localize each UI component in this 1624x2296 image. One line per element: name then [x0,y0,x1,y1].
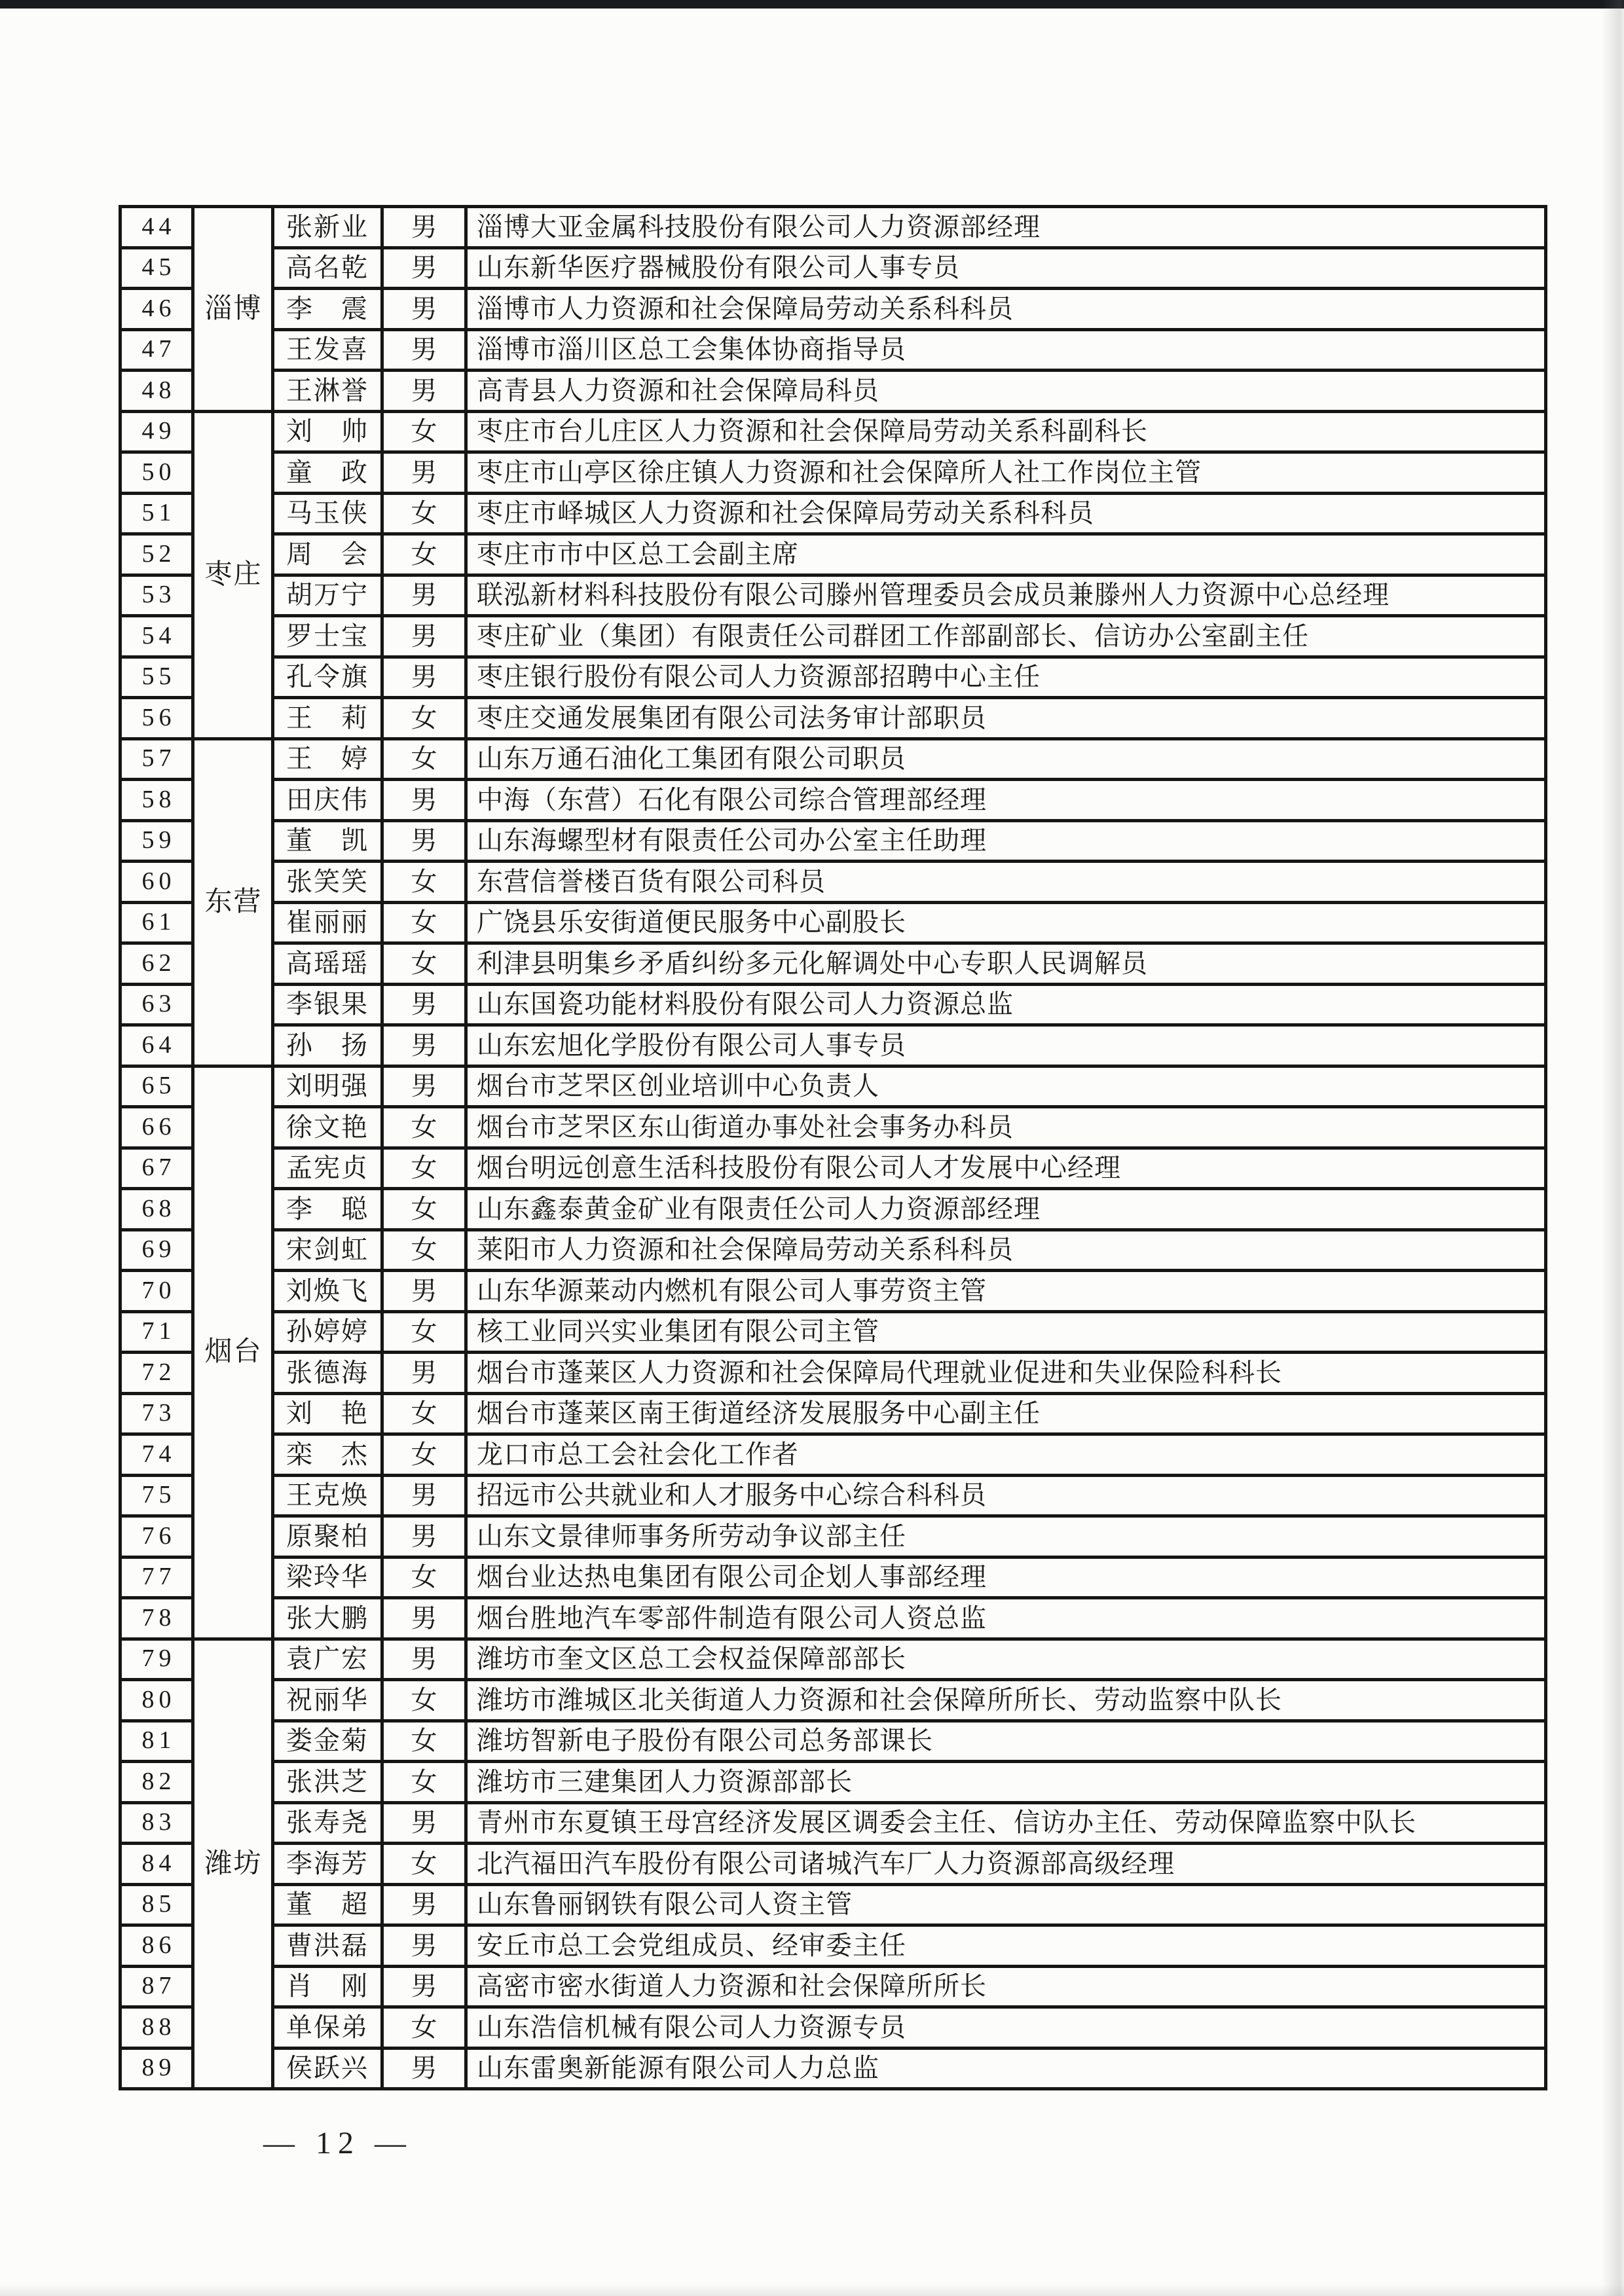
roster-table-body [120,207,1546,2089]
city-group-label: 潍坊 [193,1639,273,2089]
row-number: 70 [120,1271,193,1312]
person-name: 梁玲华 [273,1557,382,1598]
person-gender: 男 [382,575,466,616]
city-group-label: 枣庄 [193,411,273,738]
row-number: 49 [120,411,193,452]
person-organization-title: 山东文景律师事务所劳动争议部主任 [466,1516,1546,1558]
person-organization-title: 北汽福田汽车股份有限公司诸城汽车厂人力资源部高级经理 [466,1844,1546,1885]
person-organization-title: 山东鲁丽钢铁有限公司人资主管 [466,1884,1546,1925]
table-row [120,1189,1546,1230]
table-row [120,575,1546,616]
table-row [120,1925,1546,1967]
person-gender: 女 [382,1148,466,1189]
row-number: 53 [120,575,193,616]
person-gender: 男 [382,452,466,494]
table-row [120,411,1546,452]
row-number: 87 [120,1966,193,2007]
person-gender: 女 [382,493,466,534]
person-gender: 女 [382,1107,466,1148]
row-number: 63 [120,984,193,1025]
row-number: 74 [120,1434,193,1476]
person-gender: 女 [382,534,466,575]
table-row [120,493,1546,534]
person-organization-title: 山东华源莱动内燃机有限公司人事劳资主管 [466,1271,1546,1312]
person-organization-title: 高青县人力资源和社会保障局科员 [466,371,1546,412]
table-row [120,738,1546,780]
table-row [120,1393,1546,1434]
person-gender: 女 [382,1393,466,1434]
table-row [120,371,1546,412]
person-organization-title: 烟台市蓬莱区人力资源和社会保障局代理就业促进和失业保险科科长 [466,1353,1546,1394]
row-number: 84 [120,1844,193,1885]
table-row [120,1762,1546,1803]
table-row [120,1066,1546,1107]
table-row [120,1844,1546,1885]
person-name: 张德海 [273,1353,382,1394]
person-gender: 女 [382,1230,466,1271]
person-organization-title: 山东国瓷功能材料股份有限公司人力资源总监 [466,984,1546,1025]
table-row [120,1107,1546,1148]
person-organization-title: 枣庄市台儿庄区人力资源和社会保障局劳动关系科副科长 [466,411,1546,452]
row-number: 66 [120,1107,193,1148]
person-organization-title: 枣庄市峄城区人力资源和社会保障局劳动关系科科员 [466,493,1546,534]
person-name: 田庆伟 [273,780,382,821]
table-row [120,1516,1546,1558]
person-organization-title: 淄博市人力资源和社会保障局劳动关系科科员 [466,289,1546,330]
table-row [120,698,1546,739]
person-gender: 男 [382,1066,466,1107]
row-number: 56 [120,698,193,739]
person-organization-title: 山东宏旭化学股份有限公司人事专员 [466,1025,1546,1066]
person-gender: 女 [382,1762,466,1803]
person-name: 李海芳 [273,1844,382,1885]
row-number: 59 [120,820,193,862]
person-organization-title: 烟台市芝罘区创业培训中心负责人 [466,1066,1546,1107]
row-number: 81 [120,1721,193,1762]
person-organization-title: 烟台市芝罘区东山街道办事处社会事务办科员 [466,1107,1546,1148]
person-gender: 女 [382,1189,466,1230]
table-row [120,1475,1546,1516]
person-name: 高名乾 [273,247,382,289]
person-name: 刘 艳 [273,1393,382,1434]
page-edge-shadow-artifact [1602,0,1624,2296]
table-row [120,1721,1546,1762]
person-gender: 男 [382,2048,466,2089]
row-number: 80 [120,1680,193,1721]
person-organization-title: 莱阳市人力资源和社会保障局劳动关系科科员 [466,1230,1546,1271]
person-name: 李银果 [273,984,382,1025]
person-name: 孙 扬 [273,1025,382,1066]
person-organization-title: 东营信誉楼百货有限公司科员 [466,862,1546,903]
person-organization-title: 枣庄交通发展集团有限公司法务审计部职员 [466,698,1546,739]
person-gender: 男 [382,657,466,698]
table-row [120,452,1546,494]
person-name: 王淋誉 [273,371,382,412]
person-gender: 男 [382,1025,466,1066]
row-number: 46 [120,289,193,330]
person-organization-title: 中海（东营）石化有限公司综合管理部经理 [466,780,1546,821]
table-row [120,1434,1546,1476]
person-organization-title: 潍坊市潍城区北关街道人力资源和社会保障所所长、劳动监察中队长 [466,1680,1546,1721]
person-organization-title: 枣庄市市中区总工会副主席 [466,534,1546,575]
person-name: 徐文艳 [273,1107,382,1148]
row-number: 64 [120,1025,193,1066]
person-gender: 男 [382,820,466,862]
person-gender: 男 [382,984,466,1025]
row-number: 55 [120,657,193,698]
row-number: 79 [120,1639,193,1680]
person-name: 曹洪磊 [273,1925,382,1967]
person-gender: 男 [382,329,466,371]
row-number: 47 [120,329,193,371]
table-row [120,862,1546,903]
person-name: 罗士宝 [273,616,382,657]
person-name: 王克焕 [273,1475,382,1516]
person-gender: 男 [382,616,466,657]
person-gender: 男 [382,1271,466,1312]
person-organization-title: 山东浩信机械有限公司人力资源专员 [466,2007,1546,2049]
person-organization-title: 高密市密水街道人力资源和社会保障所所长 [466,1966,1546,2007]
person-name: 王 莉 [273,698,382,739]
person-name: 刘焕飞 [273,1271,382,1312]
row-number: 77 [120,1557,193,1598]
table-row [120,902,1546,943]
row-number: 71 [120,1311,193,1353]
person-organization-title: 山东万通石油化工集团有限公司职员 [466,738,1546,780]
row-number: 65 [120,1066,193,1107]
table-row [120,1311,1546,1353]
city-group-label: 淄博 [193,207,273,412]
person-organization-title: 联泓新材料科技股份有限公司滕州管理委员会成员兼滕州人力资源中心总经理 [466,575,1546,616]
row-number: 51 [120,493,193,534]
row-number: 78 [120,1598,193,1639]
person-gender: 女 [382,1557,466,1598]
person-name: 孙婷婷 [273,1311,382,1353]
row-number: 75 [120,1475,193,1516]
person-gender: 男 [382,1966,466,2007]
person-organization-title: 潍坊智新电子股份有限公司总务部课长 [466,1721,1546,1762]
person-organization-title: 山东雷奥新能源有限公司人力总监 [466,2048,1546,2089]
person-gender: 女 [382,698,466,739]
table-row [120,2007,1546,2049]
person-gender: 男 [382,207,466,248]
row-number: 54 [120,616,193,657]
row-number: 48 [120,371,193,412]
table-row [120,1025,1546,1066]
person-organization-title: 招远市公共就业和人才服务中心综合科科员 [466,1475,1546,1516]
row-number: 57 [120,738,193,780]
person-organization-title: 烟台明远创意生活科技股份有限公司人才发展中心经理 [466,1148,1546,1189]
row-number: 68 [120,1189,193,1230]
table-row [120,1966,1546,2007]
person-gender: 男 [382,1516,466,1558]
row-number: 44 [120,207,193,248]
person-organization-title: 核工业同兴实业集团有限公司主管 [466,1311,1546,1353]
person-gender: 男 [382,1639,466,1680]
page-bottom-shadow-artifact [0,2284,1624,2296]
table-row [120,1148,1546,1189]
person-name: 王 婷 [273,738,382,780]
person-gender: 男 [382,1802,466,1844]
table-row [120,289,1546,330]
person-name: 刘明强 [273,1066,382,1107]
table-row [120,820,1546,862]
person-name: 张寿尧 [273,1802,382,1844]
table-row [120,207,1546,248]
row-number: 72 [120,1353,193,1394]
person-gender: 女 [382,1721,466,1762]
person-organization-title: 枣庄银行股份有限公司人力资源部招聘中心主任 [466,657,1546,698]
person-name: 王发喜 [273,329,382,371]
row-number: 83 [120,1802,193,1844]
person-gender: 男 [382,371,466,412]
person-gender: 男 [382,1475,466,1516]
table-row [120,1557,1546,1598]
person-name: 宋剑虹 [273,1230,382,1271]
person-name: 张笑笑 [273,862,382,903]
person-name: 张新业 [273,207,382,248]
person-organization-title: 淄博市淄川区总工会集体协商指导员 [466,329,1546,371]
personnel-roster-table [119,205,1547,2090]
person-gender: 女 [382,411,466,452]
person-name: 董 凯 [273,820,382,862]
person-organization-title: 青州市东夏镇王母宫经济发展区调委会主任、信访办主任、劳动保障监察中队长 [466,1802,1546,1844]
city-group-label: 烟台 [193,1066,273,1639]
person-gender: 男 [382,1884,466,1925]
table-row [120,1271,1546,1312]
person-gender: 女 [382,2007,466,2049]
person-name: 张洪芝 [273,1762,382,1803]
person-name: 袁广宏 [273,1639,382,1680]
table-row [120,1884,1546,1925]
person-organization-title: 烟台市蓬莱区南王街道经济发展服务中心副主任 [466,1393,1546,1434]
person-gender: 女 [382,738,466,780]
person-organization-title: 潍坊市奎文区总工会权益保障部部长 [466,1639,1546,1680]
person-organization-title: 烟台胜地汽车零部件制造有限公司人资总监 [466,1598,1546,1639]
row-number: 60 [120,862,193,903]
person-gender: 女 [382,1680,466,1721]
table-row [120,943,1546,985]
person-name: 童 政 [273,452,382,494]
row-number: 45 [120,247,193,289]
row-number: 62 [120,943,193,985]
person-name: 祝丽华 [273,1680,382,1721]
table-row [120,984,1546,1025]
person-gender: 男 [382,1598,466,1639]
person-name: 胡万宁 [273,575,382,616]
person-organization-title: 广饶县乐安街道便民服务中心副股长 [466,902,1546,943]
person-gender: 男 [382,780,466,821]
person-name: 李 聪 [273,1189,382,1230]
person-organization-title: 安丘市总工会党组成员、经审委主任 [466,1925,1546,1967]
table-row [120,780,1546,821]
table-row [120,1680,1546,1721]
row-number: 86 [120,1925,193,1967]
table-row [120,534,1546,575]
person-organization-title: 山东海螺型材有限责任公司办公室主任助理 [466,820,1546,862]
row-number: 85 [120,1884,193,1925]
table-row [120,1639,1546,1680]
person-name: 肖 刚 [273,1966,382,2007]
person-name: 侯跃兴 [273,2048,382,2089]
person-gender: 男 [382,1925,466,1967]
person-gender: 女 [382,1844,466,1885]
table-row [120,1802,1546,1844]
person-name: 孟宪贞 [273,1148,382,1189]
row-number: 69 [120,1230,193,1271]
person-name: 孔令旗 [273,657,382,698]
person-gender: 男 [382,1353,466,1394]
person-gender: 男 [382,247,466,289]
person-gender: 女 [382,1311,466,1353]
person-organization-title: 山东鑫泰黄金矿业有限责任公司人力资源部经理 [466,1189,1546,1230]
person-organization-title: 利津县明集乡矛盾纠纷多元化解调处中心专职人民调解员 [466,943,1546,985]
scan-top-edge-artifact [0,0,1624,9]
row-number: 50 [120,452,193,494]
row-number: 76 [120,1516,193,1558]
row-number: 88 [120,2007,193,2049]
person-gender: 女 [382,902,466,943]
person-gender: 女 [382,862,466,903]
person-name: 栾 杰 [273,1434,382,1476]
page-number: — 12 — [263,2126,413,2160]
person-organization-title: 山东新华医疗器械股份有限公司人事专员 [466,247,1546,289]
table-row [120,1230,1546,1271]
table-row [120,616,1546,657]
person-name: 周 会 [273,534,382,575]
person-name: 李 震 [273,289,382,330]
table-row [120,2048,1546,2089]
row-number: 82 [120,1762,193,1803]
row-number: 52 [120,534,193,575]
person-gender: 女 [382,943,466,985]
person-name: 刘 帅 [273,411,382,452]
person-organization-title: 枣庄市山亭区徐庄镇人力资源和社会保障所人社工作岗位主管 [466,452,1546,494]
person-organization-title: 潍坊市三建集团人力资源部部长 [466,1762,1546,1803]
person-name: 董 超 [273,1884,382,1925]
person-name: 原聚柏 [273,1516,382,1558]
table-row [120,329,1546,371]
person-organization-title: 淄博大亚金属科技股份有限公司人力资源部经理 [466,207,1546,248]
row-number: 89 [120,2048,193,2089]
person-name: 张大鹏 [273,1598,382,1639]
row-number: 61 [120,902,193,943]
person-organization-title: 枣庄矿业（集团）有限责任公司群团工作部副部长、信访办公室副主任 [466,616,1546,657]
table-row [120,1353,1546,1394]
person-organization-title: 烟台业达热电集团有限公司企划人事部经理 [466,1557,1546,1598]
table-row [120,657,1546,698]
person-name: 高瑶瑶 [273,943,382,985]
person-gender: 男 [382,289,466,330]
person-name: 马玉侠 [273,493,382,534]
row-number: 58 [120,780,193,821]
person-organization-title: 龙口市总工会社会化工作者 [466,1434,1546,1476]
table-row [120,1598,1546,1639]
person-name: 单保弟 [273,2007,382,2049]
city-group-label: 东营 [193,738,273,1066]
person-gender: 女 [382,1434,466,1476]
table-row [120,247,1546,289]
row-number: 67 [120,1148,193,1189]
person-name: 娄金菊 [273,1721,382,1762]
row-number: 73 [120,1393,193,1434]
person-name: 崔丽丽 [273,902,382,943]
